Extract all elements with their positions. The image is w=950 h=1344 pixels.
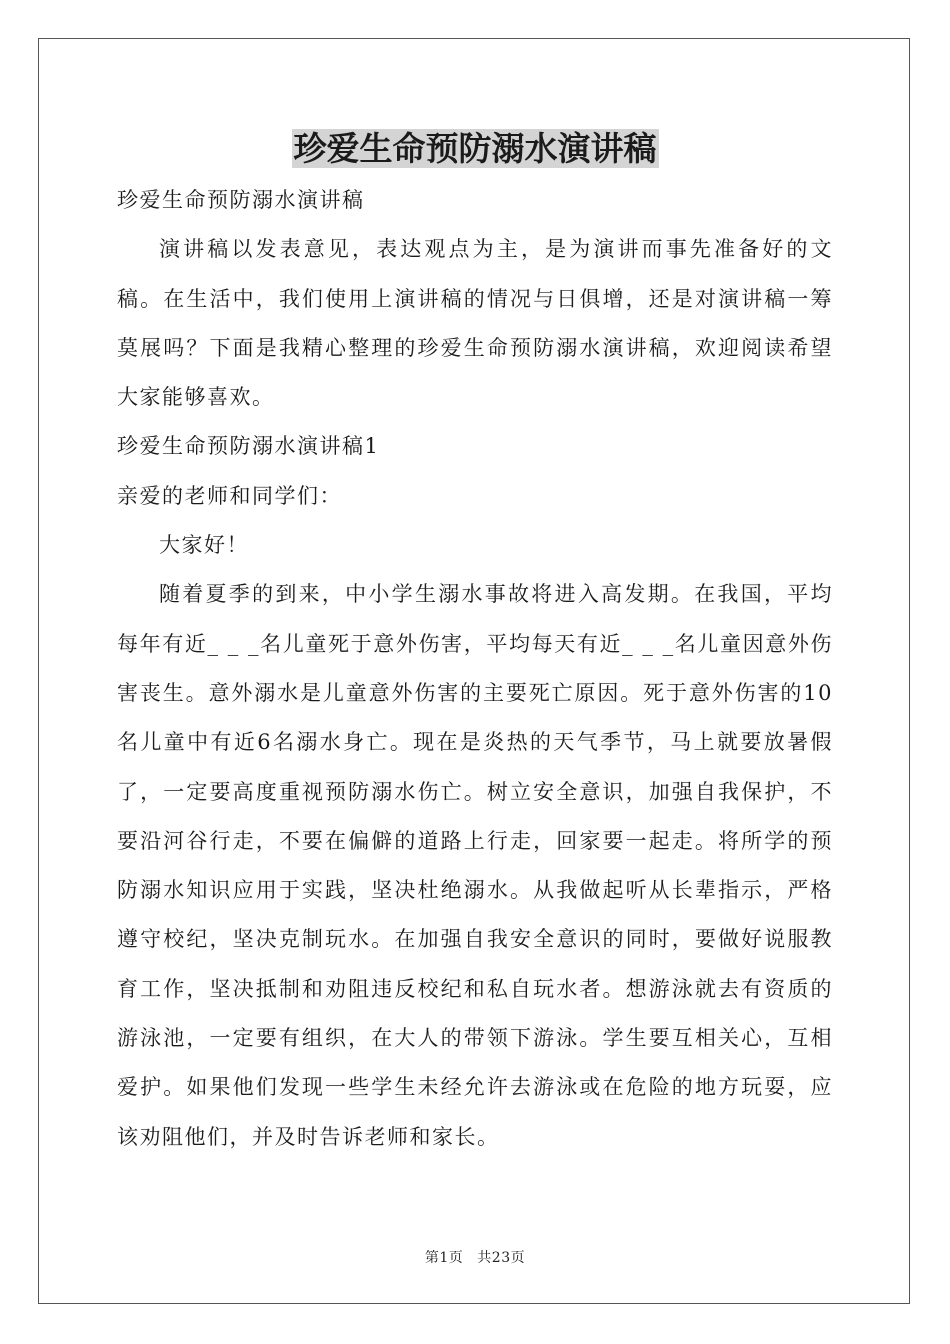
page-total: 共23页 <box>477 1250 526 1266</box>
page-number: 第1页 <box>424 1250 464 1266</box>
paragraph-salutation: 亲爱的老师和同学们： <box>117 483 342 508</box>
page-footer <box>0 1247 950 1267</box>
document-title-text: 珍爱生命预防溺水演讲稿 <box>293 129 657 168</box>
paragraph-subtitle: 珍爱生命预防溺水演讲稿 <box>117 188 365 212</box>
paragraph-greeting: 大家好！ <box>159 533 249 558</box>
paragraph-section-heading: 珍爱生命预防溺水演讲稿1 <box>117 434 380 459</box>
paragraph-body: 随着夏季的到来，中小学生溺水事故将进入高发期。在我国，平均每年有近_ _ _名儿童死于意外伤害，平均每天有近_ _ _名儿童因意外伤害丧生。意外溺水是儿童意外伤害的主要死亡原因。死于意外伤害的10名儿童中有近6名溺水身亡。现在是炎热的天气季节，马上就要放暑假了，一定要高度重视预防溺水伤亡。树立安全意识，加强自我保护，不要沿河谷行走，不要在偏僻的道路上行走，回家要一起走。将所学的预防溺水知识应用于实践，坚决杜绝溺水。从我做起听从长辈指示，严格遵守校纪，坚决克制玩水。在加强自我安全意识的同时，要做好说服教育工作，坚决抵制和劝阻违反校纪和私自玩水者。想游泳就去有资质的游泳池，一定要有组织，在大人的带领下游泳。学生要互相关心，互相爱护。如果他们发现一些学生未经允许去游泳或在危险的地方玩耍，应该劝阻他们，并及时告诉老师和家长。 <box>117 582 833 1149</box>
document-body <box>117 176 833 1162</box>
paragraph-intro: 演讲稿以发表意见，表达观点为主，是为演讲而事先准备好的文稿。在生活中，我们使用上演讲稿的情况与日俱增，还是对演讲稿一筹莫展吗？下面是我精心整理的珍爱生命预防溺水演讲稿，欢迎阅读希望大家能够喜欢。 <box>117 237 833 410</box>
document-title <box>0 124 950 174</box>
